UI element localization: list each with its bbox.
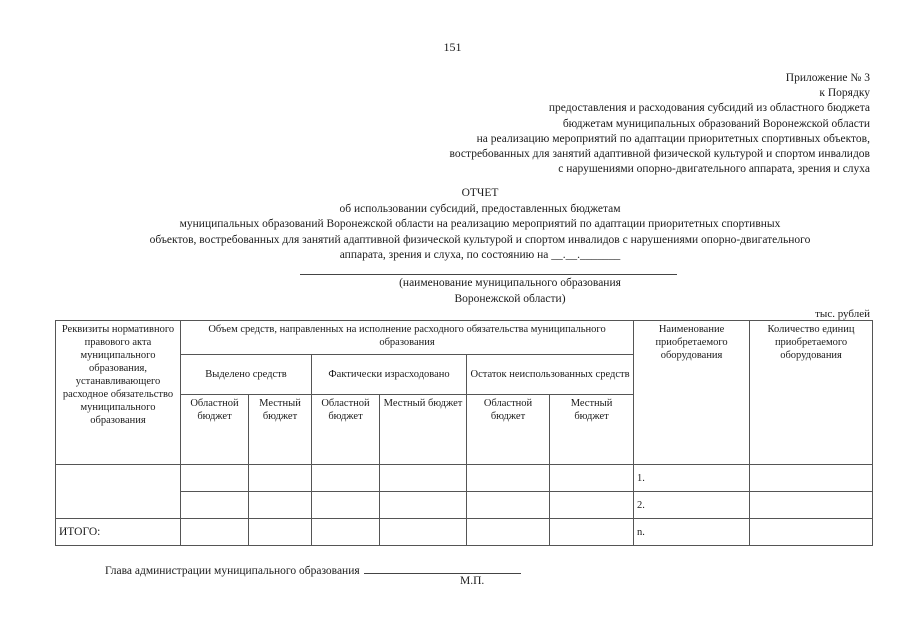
table-cell — [750, 492, 873, 519]
municipality-caption-line: Воронежской области) — [454, 292, 566, 305]
row-marker: n. — [634, 519, 750, 546]
municipality-caption-line: (наименование муниципального образования — [399, 277, 621, 289]
table-cell — [380, 492, 467, 519]
requisites-cell — [56, 465, 181, 519]
report-title-block — [0, 186, 905, 264]
stamp-label: М.П. — [460, 575, 485, 587]
signature-line — [364, 563, 521, 574]
header-requisites: Реквизиты нормативного правового акта муниципального образования, устанавливающего расходное обязательство муниципального образования — [56, 321, 181, 465]
appendix-line: предоставления и расходования субсидий из областного бюджета — [548, 102, 870, 115]
table-cell — [312, 519, 380, 546]
table-cell — [181, 465, 249, 492]
header-local-budget: Местный бюджет — [249, 395, 312, 465]
header-regional-budget: Областной бюджет — [181, 395, 249, 465]
table-cell — [249, 492, 312, 519]
table-cell — [181, 492, 249, 519]
table-cell — [312, 492, 380, 519]
table-cell — [249, 519, 312, 546]
table-cell — [249, 465, 312, 492]
header-equipment-qty: Количество единиц приобретаемого оборудования — [750, 321, 873, 465]
report-subtitle-line: аппарата, зрения и слуха, по состоянию на __.__._______ — [339, 249, 621, 262]
table-cell — [750, 519, 873, 546]
total-row — [56, 519, 873, 546]
report-table — [55, 320, 873, 546]
table-cell — [750, 465, 873, 492]
appendix-line: к Порядку — [819, 87, 870, 100]
appendix-line: на реализацию мероприятий по адаптации приоритетных спортивных объектов, — [476, 132, 870, 145]
row-marker: 1. — [634, 465, 750, 492]
row-marker: 2. — [634, 492, 750, 519]
table-cell — [181, 519, 249, 546]
municipality-name-line — [300, 274, 677, 275]
appendix-line: бюджетам муниципальных образований Воронежской области — [562, 117, 870, 130]
table-cell — [550, 492, 634, 519]
header-equipment-name: Наименование приобретаемого оборудования — [634, 321, 750, 465]
report-subtitle-line: муниципальных образований Воронежской области на реализацию мероприятий по адаптации приоритетных спортивных — [179, 218, 781, 231]
header-spent: Фактически израсходовано — [312, 355, 467, 395]
header-local-budget: Местный бюджет — [550, 395, 634, 465]
table-cell — [312, 465, 380, 492]
table-cell — [467, 465, 550, 492]
header-local-budget: Местный бюджет — [380, 395, 467, 465]
header-volume: Объем средств, направленных на исполнение расходного обязательства муниципального образования — [181, 321, 634, 355]
table-cell — [550, 465, 634, 492]
report-title: ОТЧЕТ — [461, 187, 499, 199]
table-cell — [467, 492, 550, 519]
header-regional-budget: Областной бюджет — [467, 395, 550, 465]
signature-label: Глава администрации муниципального образования — [105, 565, 360, 577]
report-subtitle-line: об использовании субсидий, предоставленных бюджетам — [339, 202, 621, 215]
municipality-caption — [300, 276, 720, 307]
signature-block — [105, 563, 521, 577]
header-allocated: Выделено средств — [181, 355, 312, 395]
total-label: ИТОГО: — [56, 519, 181, 546]
table-cell — [550, 519, 634, 546]
table-cell — [380, 519, 467, 546]
table-cell — [467, 519, 550, 546]
table-row — [56, 465, 873, 492]
header-regional-budget: Областной бюджет — [312, 395, 380, 465]
appendix-line: востребованных для занятий адаптивной физической культурой и спортом инвалидов — [449, 148, 870, 161]
appendix-line: с нарушениями опорно-двигательного аппарата, зрения и слуха — [558, 163, 870, 176]
unit-label: тыс. рублей — [815, 308, 870, 320]
table-cell — [380, 465, 467, 492]
page-number: 151 — [443, 40, 462, 54]
header-remaining: Остаток неиспользованных средств — [467, 355, 634, 395]
report-subtitle-line: объектов, востребованных для занятий адаптивной физической культурой и спортом инвалидов с нарушениями опорно-двигательного — [149, 233, 811, 246]
appendix-header — [450, 71, 870, 177]
appendix-line: Приложение № 3 — [785, 72, 870, 84]
